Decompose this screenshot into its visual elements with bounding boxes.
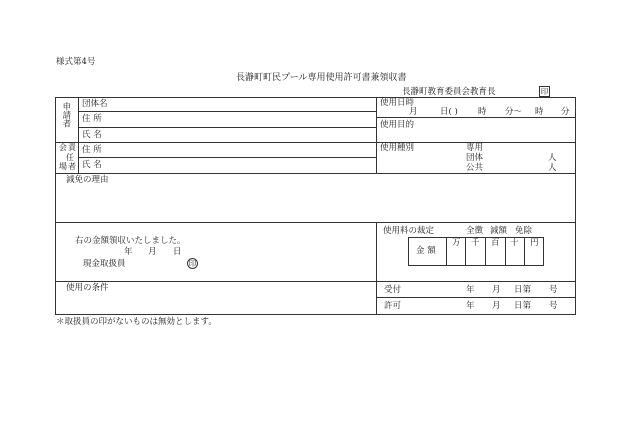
fee-option-reduced: 減額 [490,226,508,236]
fee-decision-label: 使用料の裁定 [383,226,435,236]
cashier-seal: 印 [188,259,197,268]
conditions-label: 使用の条件 [66,283,109,293]
form-number: 様式第4号 [56,57,96,67]
permit-number: 号 [549,301,558,311]
amount-label: 金 額 [416,246,436,256]
cashier-label: 現金取扱員 [83,259,126,269]
permit-label: 許可 [384,301,402,311]
applicant-address-label: 住 所 [82,114,102,124]
reception-day: 日第 [514,285,532,295]
reception-number: 号 [549,285,558,295]
responsible-address-label: 住 所 [82,145,102,155]
applicant-name-label: 氏 名 [82,130,102,140]
usage-type-group-unit: 人 [548,153,557,163]
responsible-label-1: 会責 [59,143,77,152]
receipt-day: 日 [173,247,182,257]
responsible-label-3: 場者 [59,162,77,171]
fee-option-waived: 免除 [515,226,533,236]
purpose-label: 使用目的 [380,120,415,130]
form-table [55,97,576,315]
datetime-label: 使用日時 [380,98,415,108]
responsible-label-2: 任 [66,153,74,162]
digit-en: 円 [530,238,539,248]
datetime-month: 月 [409,107,418,117]
permit-month: 月 [492,301,501,311]
footnote: ＊取扱員の印がないものは無効とします。 [56,317,217,327]
reception-month: 月 [492,285,501,295]
responsible-name-label: 氏 名 [82,160,102,170]
org-name-label: 団体名 [82,99,108,109]
datetime-hour-start: 時 [478,107,487,117]
datetime-minute-end: 分 [561,107,570,117]
reception-year: 年 [466,285,475,295]
datetime-minute-start: 分〜 [505,107,523,117]
permit-day: 日第 [514,301,532,311]
digit-hyaku: 百 [491,238,500,248]
permit-year: 年 [466,301,475,311]
issuer-seal: 印 [540,87,549,96]
receipt-month: 月 [148,247,157,257]
digit-man: 万 [452,238,461,248]
reception-label: 受付 [384,285,402,295]
receipt-statement: 右の金額領収いたしました。 [75,236,186,246]
receipt-year: 年 [124,247,133,257]
usage-type-group: 団体 [466,153,484,163]
form-title: 長瀞町町民プール専用使用許可書兼領収書 [236,73,407,83]
datetime-day: 日( ) [440,107,458,117]
digit-sen: 千 [471,238,480,248]
issuer-name: 長瀞町教育委員会教育長 [402,87,496,97]
datetime-hour-end: 時 [535,107,544,117]
usage-type-public-unit: 人 [548,163,557,173]
applicant-group-label: 申請者 [60,102,71,128]
fee-option-full: 全徴 [466,226,484,236]
digit-juu: 十 [510,238,519,248]
usage-type-exclusive: 専用 [466,143,484,153]
usage-type-label: 使用種別 [380,143,415,153]
exemption-label: 減免の理由 [66,175,109,185]
usage-type-public: 公共 [466,163,484,173]
